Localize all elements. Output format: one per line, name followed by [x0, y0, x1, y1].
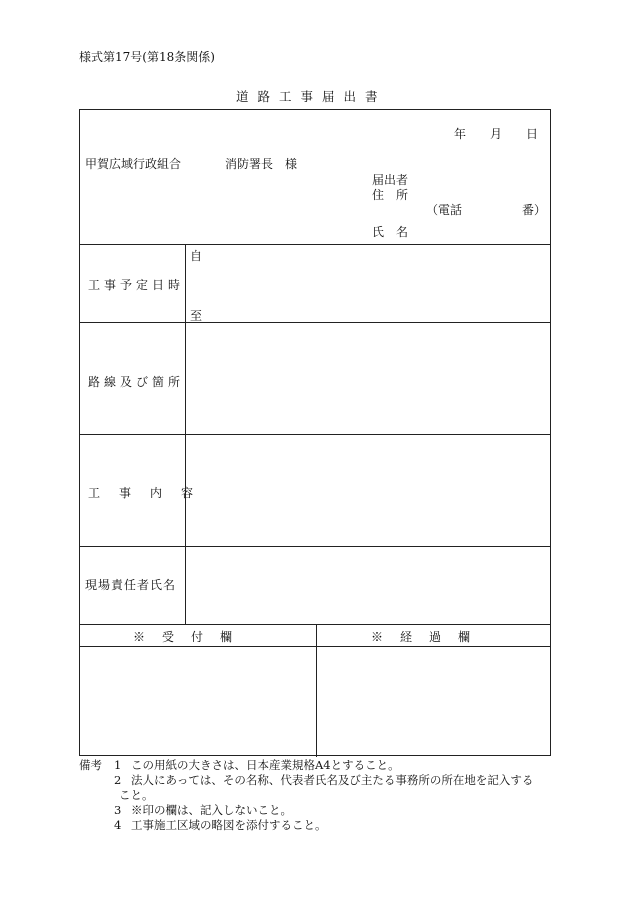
- row-divider: [80, 624, 550, 625]
- schedule-label: 工事予定日時: [88, 278, 185, 292]
- notifier-label: 届出者: [372, 173, 409, 187]
- note-text: ※印の欄は、記入しないこと。: [131, 803, 292, 817]
- address-label: 住 所: [372, 188, 409, 202]
- document-title: 道路工事届出書: [236, 89, 387, 104]
- row-divider: [80, 434, 550, 435]
- name-label: 氏 名: [372, 225, 409, 239]
- note-text: 工事施工区域の略図を添付すること。: [131, 818, 327, 832]
- note-continuation: こと。: [119, 788, 154, 802]
- note-text: 法人にあっては、その名称、代表者氏名及び主たる事務所の所在地を記入する: [131, 773, 534, 787]
- addressee-organization: 甲賀広域行政組合: [85, 157, 182, 171]
- phone-close-label: 番）: [522, 203, 547, 217]
- row-divider: [80, 646, 550, 647]
- row-divider: [80, 546, 550, 547]
- route-label: 路線及び箇所: [88, 375, 185, 389]
- footer-column-divider: [316, 624, 317, 757]
- note-text: この用紙の大きさは、日本産業規格A4とすること。: [131, 758, 400, 772]
- row-divider: [80, 322, 550, 323]
- phone-open-label: （電話: [426, 203, 463, 217]
- note-number: 3: [114, 803, 122, 817]
- label-column-divider: [185, 244, 186, 624]
- date-day-label: 日: [526, 127, 539, 141]
- note-number: 2: [114, 773, 122, 787]
- reception-column-header: ※受付欄: [133, 630, 250, 644]
- date-year-label: 年: [454, 127, 467, 141]
- notes-label: 備考: [79, 758, 102, 772]
- row-divider: [80, 244, 550, 245]
- schedule-to-label: 至: [190, 309, 203, 323]
- schedule-from-label: 自: [190, 249, 203, 263]
- site-supervisor-label: 現場責任者氏名: [85, 578, 177, 592]
- form-table: [79, 109, 551, 756]
- date-month-label: 月: [490, 127, 503, 141]
- form-number: 様式第17号(第18条関係): [79, 50, 215, 64]
- progress-column-header: ※経過欄: [371, 630, 488, 644]
- note-number: 1: [114, 758, 122, 772]
- addressee-role: 消防署長 様: [225, 157, 298, 171]
- work-content-label: 工事内容: [88, 486, 213, 500]
- note-number: 4: [114, 818, 122, 832]
